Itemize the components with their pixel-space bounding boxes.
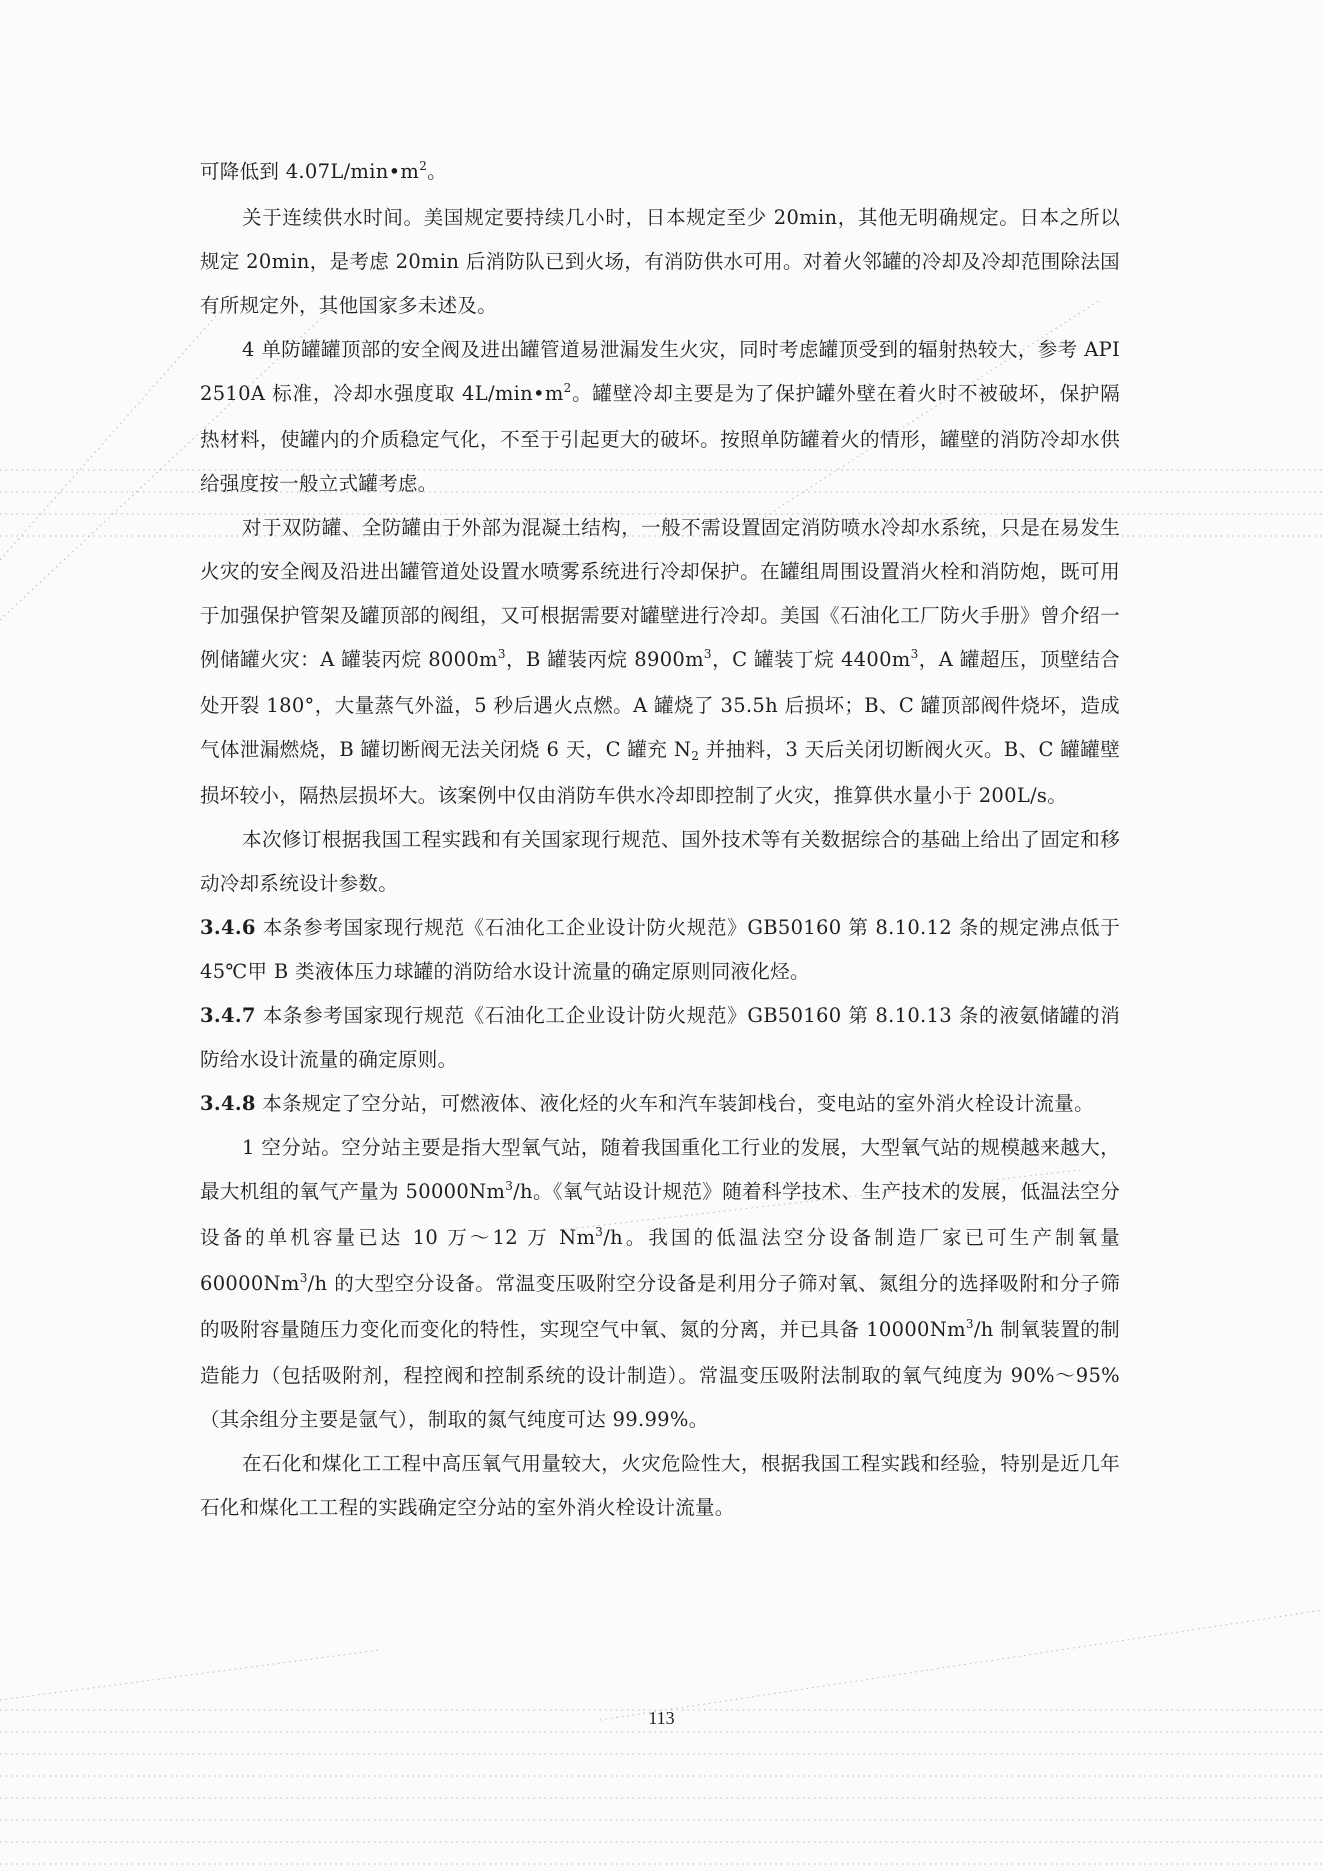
text-run: /h 的大型空分设备。常温变压吸附空分设备是利用分子筛对氧、氮组分的选择吸附和分子筛的吸附容量随压力变化而变化的特性，实现空气中氧、氮的分离，并已具备 10000Nm: [200, 1272, 1120, 1341]
document-body: [200, 150, 1120, 1530]
clause-number: 3.4.6: [200, 916, 256, 939]
clause-paragraph: [200, 994, 1120, 1082]
clause-paragraph: [200, 1082, 1120, 1126]
text-run: 并抽料，3 天后关闭切断阀火灭。B、C 罐罐壁损坏较小，隔热层损坏大。该案例中仅由消防车供水冷却即控制了火灾，推算供水量小于 200L/s。: [200, 738, 1120, 807]
text-run: 在石化和煤化工工程中高压氧气用量较大，火灾危险性大，根据我国工程实践和经验，特别是近几年石化和煤化工工程的实践确定空分站的室外消火栓设计流量。: [200, 1452, 1120, 1519]
text-run: 。: [427, 160, 447, 183]
body-paragraph: [200, 328, 1120, 506]
text-run: 1 空分站。空分站主要是指大型氧气站，随着我国重化工行业的发展，大型氧气站的规模越来越大，最大机组的氧气产量为 50000Nm: [200, 1136, 1120, 1203]
text-run: 4 单防罐罐顶部的安全阀及进出罐管道易泄漏发生火灾，同时考虑罐顶受到的辐射热较大，参考 API 2510A 标准，冷却水强度取 4L/min•m: [200, 338, 1120, 405]
text-run: ，C 罐装丁烷 4400m: [711, 648, 911, 671]
superscript: 2: [419, 159, 428, 173]
superscript: 3: [299, 1271, 308, 1285]
page-number: 113: [648, 1708, 675, 1728]
text-run: /h。我国的低温法空分设备制造厂家已可生产制氧量 60000Nm: [200, 1226, 1120, 1295]
superscript: 2: [563, 381, 572, 395]
superscript: 3: [497, 647, 506, 661]
text-run: ，B 罐装丙烷 8900m: [505, 648, 704, 671]
text-run: 可降低到 4.07L/min•m: [200, 160, 420, 183]
body-paragraph: [200, 1442, 1120, 1530]
text-run: 本条规定了空分站，可燃液体、液化烃的火车和汽车装卸栈台，变电站的室外消火栓设计流量。: [255, 1092, 1094, 1115]
text-run: 对于双防罐、全防罐由于外部为混凝土结构，一般不需设置固定消防喷水冷却水系统，只是在易发生火灾的安全阀及沿进出罐管道处设置水喷雾系统进行冷却保护。在罐组周围设置消火栓和消防炮，既可用于加强保护管架及罐顶部的阀组，又可根据需要对罐壁进行冷却。美国《石油化工厂防火手册》曾介绍一例储罐火灾：A 罐装丙烷 8000m: [200, 516, 1120, 671]
superscript: 3: [910, 647, 919, 661]
text-run: 本条参考国家现行规范《石油化工企业设计防火规范》GB50160 第 8.10.13 条的液氨储罐的消防给水设计流量的确定原则。: [200, 1004, 1120, 1071]
body-paragraph: [200, 150, 1120, 196]
text-run: /h 制氧装置的制造能力（包括吸附剂，程控阀和控制系统的设计制造）。常温变压吸附法制取的氧气纯度为 90%～95%（其余组分主要是氩气），制取的氮气纯度可达 99.99%。: [200, 1318, 1120, 1431]
body-paragraph: [200, 196, 1120, 328]
text-run: 。罐壁冷却主要是为了保护罐外壁在着火时不被破坏，保护隔热材料，使罐内的介质稳定气化，不至于引起更大的破坏。按照单防罐着火的情形，罐壁的消防冷却水供给强度按一般立式罐考虑。: [200, 382, 1120, 495]
text-run: 本次修订根据我国工程实践和有关国家现行规范、国外技术等有关数据综合的基础上给出了固定和移动冷却系统设计参数。: [200, 828, 1120, 895]
clause-number: 3.4.7: [200, 1004, 256, 1027]
clause-number: 3.4.8: [200, 1092, 256, 1115]
text-run: ，A 罐超压，顶壁结合处开裂 180°，大量蒸气外溢，5 秒后遇火点燃。A 罐烧了 35.5h 后损坏；B、C 罐顶部阀件烧坏，造成气体泄漏燃烧，B 罐切断阀无法关闭烧 6 天，C 罐充 N: [200, 648, 1120, 761]
superscript: 3: [505, 1179, 514, 1193]
body-paragraph: [200, 818, 1120, 906]
body-paragraph: [200, 506, 1120, 818]
text-run: /h。《氧气站设计规范》随着科学技术、生产技术的发展，低温法空分设备的单机容量已达 10 万～12 万 Nm: [200, 1180, 1120, 1249]
body-paragraph: [200, 1126, 1120, 1442]
text-run: 关于连续供水时间。美国规定要持续几小时，日本规定至少 20min，其他无明确规定。日本之所以规定 20min，是考虑 20min 后消防队已到火场，有消防供水可用。对着火邻罐的冷却及冷却范围除法国有所规定外，其他国家多未述及。: [200, 206, 1120, 317]
clause-paragraph: [200, 906, 1120, 994]
text-run: 本条参考国家现行规范《石油化工企业设计防火规范》GB50160 第 8.10.12 条的规定沸点低于 45℃甲 B 类液体压力球罐的消防给水设计流量的确定原则同液化烃。: [200, 916, 1120, 983]
superscript: 3: [595, 1225, 604, 1239]
subscript: 2: [691, 749, 700, 763]
superscript: 3: [965, 1317, 974, 1331]
superscript: 3: [703, 647, 712, 661]
